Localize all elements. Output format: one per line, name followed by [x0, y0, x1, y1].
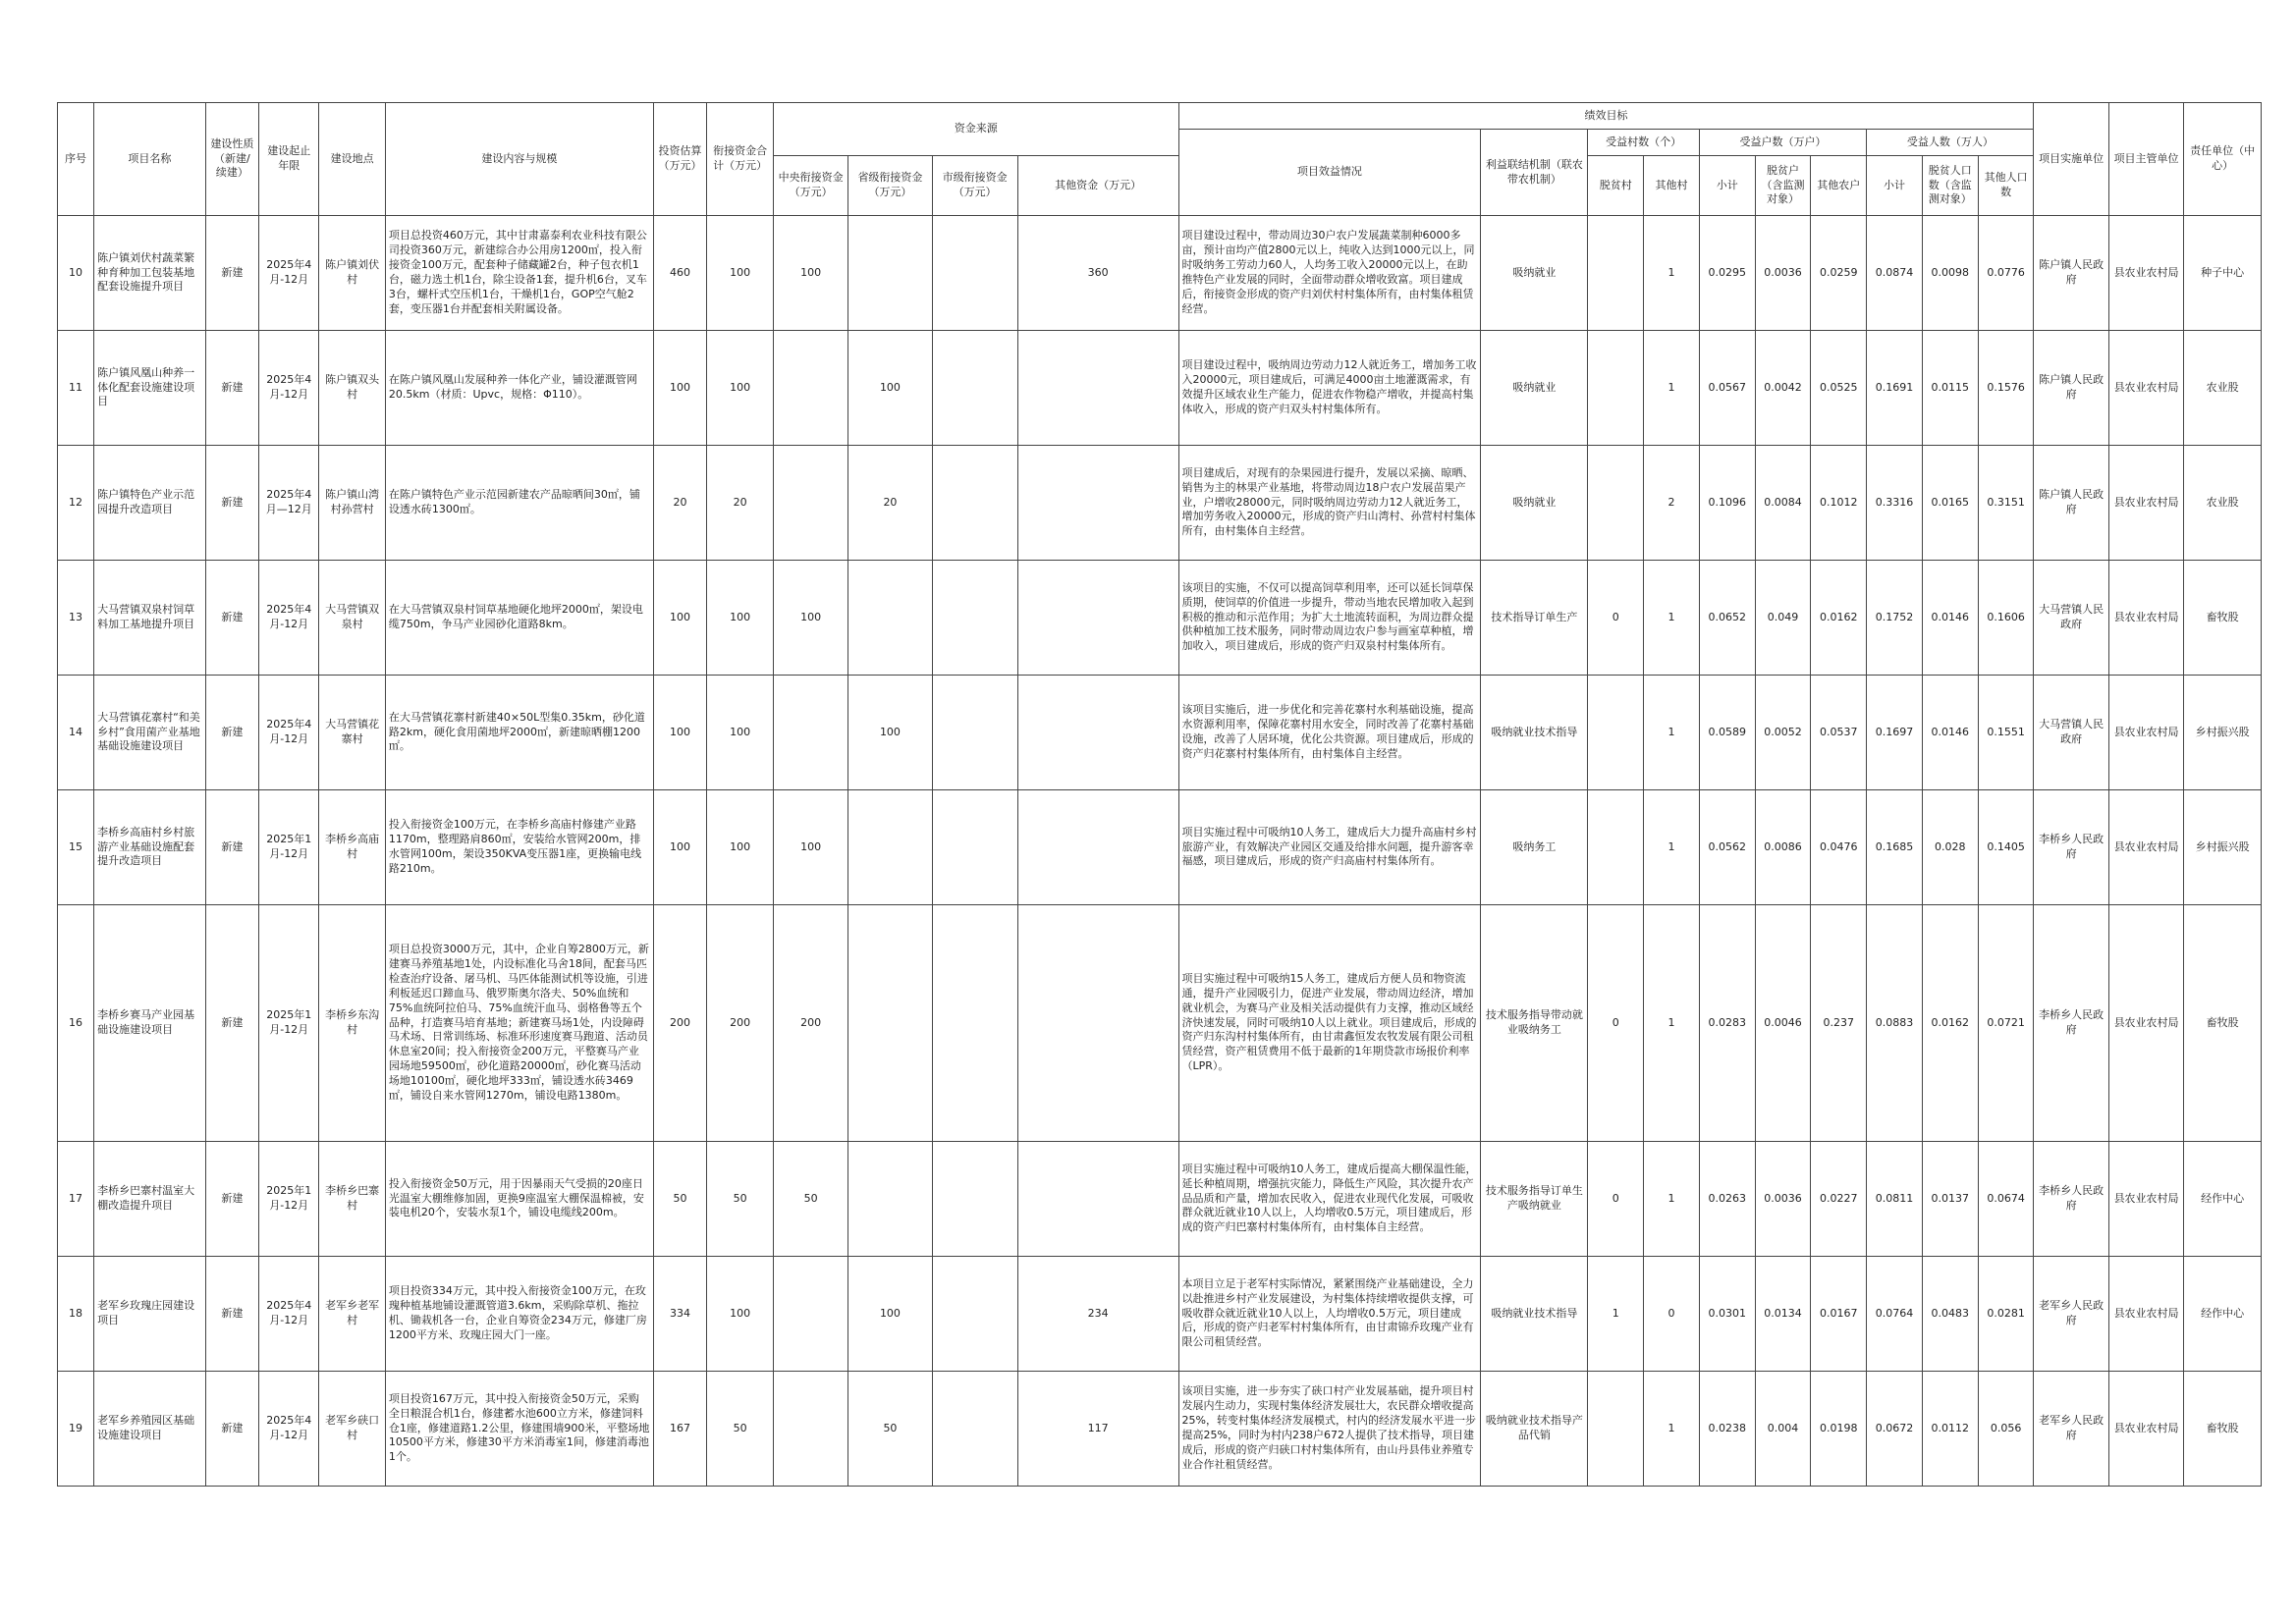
table-cell: 技术服务指导带动就业吸纳务工	[1481, 905, 1588, 1142]
table-cell: 老军乡玫瑰庄园建设项目	[94, 1257, 206, 1372]
table-cell: 新建	[205, 1257, 259, 1372]
table-cell: 360	[1017, 216, 1178, 331]
table-cell: 大马营镇花寨村“和美乡村”食用菌产业基地基础设施建设项目	[94, 676, 206, 790]
table-cell: 0.056	[1978, 1372, 2034, 1487]
header-subtotal-h: 小计	[1699, 156, 1755, 216]
table-cell: 0.0281	[1978, 1257, 2034, 1372]
table-cell: 0.1691	[1867, 331, 1923, 446]
header-site: 建设地点	[319, 103, 386, 216]
table-cell	[932, 1142, 1017, 1257]
table-cell	[1017, 446, 1178, 561]
table-cell: 老军乡人民政府	[2034, 1257, 2108, 1372]
table-cell: 0.0086	[1755, 790, 1811, 905]
table-cell: 2025年4月-12月	[259, 331, 319, 446]
table-cell: 200	[653, 905, 707, 1142]
table-cell	[932, 905, 1017, 1142]
table-row	[58, 790, 2262, 905]
table-cell: 0.0165	[1922, 446, 1978, 561]
table-cell	[773, 676, 847, 790]
table-cell: 0.0811	[1867, 1142, 1923, 1257]
table-cell: 100	[707, 561, 774, 676]
table-row	[58, 1372, 2262, 1487]
table-cell: 0.1405	[1978, 790, 2034, 905]
table-cell: 该项目的实施，不仅可以提高饲草利用率，还可以延长饲草保质期，使饲草的价值进一步提升，带动当地农民增加收入起到积极的推动和示范作用；为扩大土地流转面积，为周边群众提供种植加工技术服务，同时带动周边农户参与画室草种植，增加收入，项目建成后，形成的资产归双泉村村集体所有。	[1178, 561, 1481, 676]
table-cell: 2025年4月—12月	[259, 446, 319, 561]
table-cell: 0.0115	[1922, 331, 1978, 446]
table-cell	[848, 905, 932, 1142]
table-cell: 2	[1644, 446, 1700, 561]
table-cell: 老军乡老军村	[319, 1257, 386, 1372]
table-cell: 李桥乡高庙村	[319, 790, 386, 905]
table-cell: 100	[707, 216, 774, 331]
table-cell: 50	[653, 1142, 707, 1257]
table-cell: 技术指导订单生产	[1481, 561, 1588, 676]
table-cell: 畜牧股	[2184, 1372, 2262, 1487]
table-row	[58, 331, 2262, 446]
table-cell: 100	[707, 676, 774, 790]
table-cell: 新建	[205, 1142, 259, 1257]
table-cell: 陈户镇特色产业示范园提升改造项目	[94, 446, 206, 561]
table-cell: 0.049	[1755, 561, 1811, 676]
table-cell: 200	[773, 905, 847, 1142]
table-cell: 0.1606	[1978, 561, 2034, 676]
table-cell	[932, 1372, 1017, 1487]
header-nature: 建设性质（新建/续建）	[205, 103, 259, 216]
table-cell: 0.0589	[1699, 676, 1755, 790]
table-cell: 陈户镇人民政府	[2034, 216, 2108, 331]
table-cell: 2025年4月-12月	[259, 676, 319, 790]
table-cell: 200	[707, 905, 774, 1142]
table-cell	[932, 790, 1017, 905]
table-row	[58, 446, 2262, 561]
table-cell: 20	[707, 446, 774, 561]
table-cell	[1017, 676, 1178, 790]
table-cell	[1017, 905, 1178, 1142]
table-cell: 0.1012	[1811, 446, 1867, 561]
table-cell: 陈户镇山湾村孙营村	[319, 446, 386, 561]
table-cell: 0.0046	[1755, 905, 1811, 1142]
table-cell	[848, 561, 932, 676]
table-cell: 0.1752	[1867, 561, 1923, 676]
table-cell: 项目建设过程中，带动周边30户农户发展蔬菜制种6000多亩，预计亩均产值2800元以上，纯收入达到1000元以上，同时吸纳务工劳动力60人，人均务工收入20000元以上，在助推特色产业发展的同时，全面带动群众增收致富。项目建成后，衔接资金形成的资产归刘伏村村集体所有，由村集体租赁经营。	[1178, 216, 1481, 331]
table-cell: 吸纳就业	[1481, 446, 1588, 561]
table-cell: 0.0295	[1699, 216, 1755, 331]
header-other-p: 其他人口数	[1978, 156, 2034, 216]
table-cell: 0.0764	[1867, 1257, 1923, 1372]
table-cell	[848, 216, 932, 331]
table-cell: 李桥乡巴寨村温室大棚改造提升项目	[94, 1142, 206, 1257]
table-cell: 100	[773, 790, 847, 905]
table-cell: 0.0052	[1755, 676, 1811, 790]
header-poor-v: 脱贫村	[1588, 156, 1644, 216]
project-table-wrapper	[57, 102, 2262, 1487]
table-cell: 乡村振兴股	[2184, 676, 2262, 790]
table-cell: 0.0238	[1699, 1372, 1755, 1487]
table-cell: 2025年4月-12月	[259, 216, 319, 331]
table-cell: 李桥乡人民政府	[2034, 790, 2108, 905]
table-cell: 100	[653, 676, 707, 790]
table-cell: 20	[848, 446, 932, 561]
table-cell: 新建	[205, 561, 259, 676]
table-cell: 100	[707, 790, 774, 905]
table-cell	[932, 561, 1017, 676]
table-cell: 0.0259	[1811, 216, 1867, 331]
table-cell: 大马营镇双泉村饲草料加工基地提升项目	[94, 561, 206, 676]
header-villages: 受益村数（个）	[1588, 130, 1700, 156]
table-cell: 100	[653, 561, 707, 676]
table-cell: 项目实施过程中可吸纳10人务工，建成后大力提升高庙村乡村旅游产业，有效解决产业园区交通及给排水问题，提升游客幸福感，项目建成后，形成的资产归高庙村村集体所有。	[1178, 790, 1481, 905]
table-cell: 技术服务指导订单生产吸纳就业	[1481, 1142, 1588, 1257]
table-cell	[773, 331, 847, 446]
table-cell: 新建	[205, 446, 259, 561]
header-people: 受益人数（万人）	[1867, 130, 2034, 156]
table-cell: 100	[653, 790, 707, 905]
table-cell: 0.1551	[1978, 676, 2034, 790]
table-cell: 19	[58, 1372, 94, 1487]
header-city: 市级衔接资金（万元）	[932, 156, 1017, 216]
table-cell: 陈户镇人民政府	[2034, 446, 2108, 561]
table-cell: 0.0674	[1978, 1142, 2034, 1257]
header-poor-h: 脱贫户（含监测对象）	[1755, 156, 1811, 216]
table-cell: 100	[773, 561, 847, 676]
table-cell: 经作中心	[2184, 1142, 2262, 1257]
table-cell: 0.0167	[1811, 1257, 1867, 1372]
table-cell: 0.3316	[1867, 446, 1923, 561]
header-invest: 投资估算（万元）	[653, 103, 707, 216]
table-cell: 0.004	[1755, 1372, 1811, 1487]
table-cell	[932, 331, 1017, 446]
table-cell: 1	[1644, 561, 1700, 676]
header-subtotal-p: 小计	[1867, 156, 1923, 216]
header-period: 建设起止年限	[259, 103, 319, 216]
table-cell: 0.0721	[1978, 905, 2034, 1142]
table-cell	[773, 1372, 847, 1487]
table-cell: 0	[1588, 561, 1644, 676]
table-cell: 老军乡养殖园区基础设施建设项目	[94, 1372, 206, 1487]
table-cell: 大马营镇双泉村	[319, 561, 386, 676]
table-cell: 0.1685	[1867, 790, 1923, 905]
table-cell: 在陈户镇风凰山发展种养一体化产业，铺设灌溉管网20.5km（材质：Upvc，规格：Φ110）。	[385, 331, 653, 446]
table-cell	[773, 446, 847, 561]
table-cell: 李桥乡人民政府	[2034, 905, 2108, 1142]
table-cell: 12	[58, 446, 94, 561]
table-cell: 1	[1644, 676, 1700, 790]
table-cell: 在陈户镇特色产业示范园新建农产品晾晒间30㎡，铺设透水砖1300㎡。	[385, 446, 653, 561]
table-cell	[932, 676, 1017, 790]
table-cell: 20	[653, 446, 707, 561]
table-cell: 大马营镇人民政府	[2034, 561, 2108, 676]
table-cell	[1588, 676, 1644, 790]
table-cell: 畜牧股	[2184, 905, 2262, 1142]
table-cell: 在大马营镇花寨村新建40×50L型集0.35km，砂化道路2km，硬化食用菌地坪2000㎡，新建晾晒棚1200㎡。	[385, 676, 653, 790]
table-cell: 50	[848, 1372, 932, 1487]
header-other-v: 其他村	[1644, 156, 1700, 216]
table-cell: 2025年4月-12月	[259, 561, 319, 676]
table-cell: 李桥乡人民政府	[2034, 1142, 2108, 1257]
table-cell: 16	[58, 905, 94, 1142]
table-cell: 1	[1588, 1257, 1644, 1372]
table-cell: 陈户镇风凰山种养一体化配套设施建设项目	[94, 331, 206, 446]
table-cell: 0	[1588, 905, 1644, 1142]
table-cell: 0.0776	[1978, 216, 2034, 331]
table-cell	[848, 1142, 932, 1257]
table-cell: 项目建设过程中，吸纳周边劳动力12人就近务工，增加务工收入20000元，项目建成后，可满足4000亩土地灌溉需求，有效提升区域农业生产能力，促进农作物稳产增收，并提高村集体收入，形成的资产归双头村村集体所有。	[1178, 331, 1481, 446]
table-cell: 0.0672	[1867, 1372, 1923, 1487]
table-cell: 项目实施过程中可吸纳15人务工，建成后方便人员和物资流通，提升产业园吸引力，促进产业发展，带动周边经济，增加就业机会，为赛马产业及相关活动提供有力支撑，推动区域经济快速发展，同时可吸纳10人以上就业。项目建成后，形成的资产归东沟村村集体所有，由甘肃鑫恒发农牧发展有限公司租赁经营，资产租赁费用不低于最新的1年期贷款市场报价利率（LPR）。	[1178, 905, 1481, 1142]
table-cell: 项目投资334万元，其中投入衔接资金100万元，在玫瑰种植基地铺设灌溉管道3.6km，采购除草机、拖拉机、锄栽机各一台，企业自筹资金234万元，修建厂房1200平方米、玫瑰庄园大门一座。	[385, 1257, 653, 1372]
table-cell: 100	[707, 331, 774, 446]
table-cell: 该项目实施，进一步夯实了硖口村产业发展基础，提升项目村发展内生动力，实现村集体经济发展壮大，农民群众增收提高25%，转变村集体经济发展模式，村内的经济发展水平进一步提高25%，同时为村内238户672人提供了技术指导，项目建成后，形成的资产归硖口村村集体所有，由山丹县伟业养殖专业合作社租赁经营。	[1178, 1372, 1481, 1487]
table-cell: 县农业农村局	[2108, 1142, 2183, 1257]
table-cell: 1	[1644, 1142, 1700, 1257]
header-name: 项目名称	[94, 103, 206, 216]
table-cell: 在大马营镇双泉村饲草基地硬化地坪2000㎡，架设电缆750m，争马产业园砂化道路8km。	[385, 561, 653, 676]
table-row	[58, 905, 2262, 1142]
table-cell: 农业股	[2184, 446, 2262, 561]
table-cell: 项目总投资460万元，其中甘肃嘉泰利农业科技有限公司投资360万元，新建综合办公用房1200㎡，投入衔接资金100万元，配套种子储藏罐2台，种子包衣机1台，磁力选土机1台，除尘设备1套，提升机6台，叉车3台，螺杆式空压机1台，干燥机1台，GOP空气舱2套，变压器1台并配套相关附属设备。	[385, 216, 653, 331]
table-cell: 项目投资167万元，其中投入衔接资金50万元，采购全日粮混合机1台，修建蓄水池600立方米，修建饲料仓1座，修建道路1.2公里，修建围墙900米，平整场地10500平方米，修建30平方米消毒室1间，修建消毒池1个。	[385, 1372, 653, 1487]
header-fund-source: 资金来源	[773, 103, 1178, 156]
table-cell: 0.0042	[1755, 331, 1811, 446]
table-cell: 0.0134	[1755, 1257, 1811, 1372]
header-resp: 责任单位（中心）	[2184, 103, 2262, 216]
table-cell: 吸纳就业	[1481, 216, 1588, 331]
table-cell	[1588, 331, 1644, 446]
table-cell: 县农业农村局	[2108, 1257, 2183, 1372]
table-cell: 陈户镇人民政府	[2034, 331, 2108, 446]
table-cell: 陈户镇刘伏村蔬菜繁种育种加工包装基地配套设施提升项目	[94, 216, 206, 331]
table-cell: 投入衔接资金100万元，在李桥乡高庙村修建产业路1170m，整理路肩860㎡，安装给水管网200m，排水管网100m，架设350KVA变压器1座，更换输电线路210m。	[385, 790, 653, 905]
table-cell: 50	[707, 1142, 774, 1257]
table-cell: 0.1096	[1699, 446, 1755, 561]
header-central: 中央衔接资金（万元）	[773, 156, 847, 216]
header-households: 受益户数（万户）	[1699, 130, 1866, 156]
table-cell: 0.237	[1811, 905, 1867, 1142]
header-link-total: 衔接资金合计（万元）	[707, 103, 774, 216]
table-cell	[1588, 1372, 1644, 1487]
table-cell: 1	[1644, 905, 1700, 1142]
table-cell: 2025年1月-12月	[259, 790, 319, 905]
table-cell: 项目实施过程中可吸纳10人务工，建成后提高大棚保温性能，延长种植周期，增强抗灾能力，降低生产风险，其次提升农产品品质和产量，增加农民收入，促进农业现代化发展，可吸收群众就近就业10人以上，人均增收0.5万元，项目建成后，形成的资产归巴寨村村集体所有，由村集体自主经营。	[1178, 1142, 1481, 1257]
table-cell: 0.0476	[1811, 790, 1867, 905]
table-cell: 0	[1588, 1142, 1644, 1257]
table-cell: 13	[58, 561, 94, 676]
table-cell: 15	[58, 790, 94, 905]
table-cell: 100	[653, 331, 707, 446]
table-cell: 0.0483	[1922, 1257, 1978, 1372]
table-cell: 0.0874	[1867, 216, 1923, 331]
table-cell: 0.0562	[1699, 790, 1755, 905]
table-cell: 100	[773, 216, 847, 331]
table-cell: 50	[773, 1142, 847, 1257]
table-cell: 334	[653, 1257, 707, 1372]
table-cell: 县农业农村局	[2108, 561, 2183, 676]
table-cell: 0.0525	[1811, 331, 1867, 446]
table-cell: 2025年1月-12月	[259, 1142, 319, 1257]
table-cell	[773, 1257, 847, 1372]
table-row	[58, 1257, 2262, 1372]
table-cell: 2025年4月-12月	[259, 1372, 319, 1487]
table-cell: 100	[848, 331, 932, 446]
project-table	[57, 102, 2262, 1487]
table-cell	[1017, 790, 1178, 905]
table-cell	[1588, 790, 1644, 905]
table-cell: 李桥乡赛马产业园基础设施建设项目	[94, 905, 206, 1142]
table-cell	[932, 216, 1017, 331]
table-cell: 0.0652	[1699, 561, 1755, 676]
header-poor-p: 脱贫人口数（含监测对象）	[1922, 156, 1978, 216]
table-cell: 县农业农村局	[2108, 446, 2183, 561]
table-cell: 0.1576	[1978, 331, 2034, 446]
table-cell: 14	[58, 676, 94, 790]
table-cell: 0.0036	[1755, 216, 1811, 331]
table-cell: 0.0537	[1811, 676, 1867, 790]
table-cell: 1	[1644, 331, 1700, 446]
table-cell: 大马营镇人民政府	[2034, 676, 2108, 790]
table-row	[58, 676, 2262, 790]
table-cell: 0.0162	[1811, 561, 1867, 676]
table-cell	[932, 1257, 1017, 1372]
table-cell: 100	[707, 1257, 774, 1372]
table-cell: 1	[1644, 790, 1700, 905]
header-mechanism: 利益联结机制（联农带农机制）	[1481, 130, 1588, 216]
table-cell: 投入衔接资金50万元，用于因暴雨天气受损的20座日光温室大棚维修加固，更换9座温室大棚保温棉被，安装电机20个，安装水泵1个，铺设电缆线200m。	[385, 1142, 653, 1257]
table-cell: 100	[848, 676, 932, 790]
table-cell: 50	[707, 1372, 774, 1487]
table-cell: 0.1697	[1867, 676, 1923, 790]
table-cell	[848, 790, 932, 905]
table-row	[58, 561, 2262, 676]
table-cell: 0.0098	[1922, 216, 1978, 331]
table-cell: 11	[58, 331, 94, 446]
table-cell: 老军乡人民政府	[2034, 1372, 2108, 1487]
table-cell: 新建	[205, 216, 259, 331]
table-cell	[1588, 216, 1644, 331]
table-cell: 吸纳就业技术指导	[1481, 1257, 1588, 1372]
table-cell: 0.028	[1922, 790, 1978, 905]
header-other-h: 其他农户	[1811, 156, 1867, 216]
table-cell: 吸纳就业技术指导	[1481, 676, 1588, 790]
table-cell: 经作中心	[2184, 1257, 2262, 1372]
table-cell: 0	[1644, 1257, 1700, 1372]
table-body	[58, 216, 2262, 1487]
table-cell: 1	[1644, 216, 1700, 331]
table-cell: 0.0198	[1811, 1372, 1867, 1487]
table-cell: 0.0162	[1922, 905, 1978, 1142]
table-cell: 李桥乡东沟村	[319, 905, 386, 1142]
header-other: 其他资金（万元）	[1017, 156, 1178, 216]
table-cell: 460	[653, 216, 707, 331]
table-cell: 100	[848, 1257, 932, 1372]
table-cell: 畜牧股	[2184, 561, 2262, 676]
table-cell: 0.0084	[1755, 446, 1811, 561]
table-cell: 吸纳就业技术指导产品代销	[1481, 1372, 1588, 1487]
table-cell: 2025年4月-12月	[259, 1257, 319, 1372]
table-cell: 该项目实施后，进一步优化和完善花寨村水利基础设施，提高水资源利用率，保障花寨村用水安全，同时改善了花寨村基础设施，改善了人居环境，优化公共资源。项目建成后，形成的资产归花寨村村集体所有，由村集体自主经营。	[1178, 676, 1481, 790]
table-cell: 0.0567	[1699, 331, 1755, 446]
table-cell: 本项目立足于老军村实际情况，紧紧围绕产业基础建设，全力以赴推进乡村产业发展建设，为村集体持续增收提供支撑，可吸收群众就近就业10人以上，人均增收0.5万元，项目建成后，形成的资产归老军村村集体所有，由甘肃锦乔玫瑰产业有限公司租赁经营。	[1178, 1257, 1481, 1372]
header-seq: 序号	[58, 103, 94, 216]
header-goal: 绩效目标	[1178, 103, 2034, 130]
table-cell: 县农业农村局	[2108, 905, 2183, 1142]
table-cell: 0.0227	[1811, 1142, 1867, 1257]
table-cell: 老军乡硖口村	[319, 1372, 386, 1487]
table-cell: 0.0263	[1699, 1142, 1755, 1257]
table-cell: 县农业农村局	[2108, 331, 2183, 446]
table-cell: 2025年1月-12月	[259, 905, 319, 1142]
table-cell: 0.0146	[1922, 561, 1978, 676]
header-benefit: 项目效益情况	[1178, 130, 1481, 216]
table-cell: 新建	[205, 676, 259, 790]
table-cell: 0.0036	[1755, 1142, 1811, 1257]
table-row	[58, 1142, 2262, 1257]
table-cell	[1017, 331, 1178, 446]
header-province: 省级衔接资金（万元）	[848, 156, 932, 216]
table-cell: 县农业农村局	[2108, 216, 2183, 331]
table-cell: 0.3151	[1978, 446, 2034, 561]
table-cell: 新建	[205, 1372, 259, 1487]
table-cell: 167	[653, 1372, 707, 1487]
table-cell: 陈户镇刘伏村	[319, 216, 386, 331]
table-cell: 乡村振兴股	[2184, 790, 2262, 905]
table-row	[58, 216, 2262, 331]
table-cell: 县农业农村局	[2108, 790, 2183, 905]
table-cell: 大马营镇花寨村	[319, 676, 386, 790]
table-cell: 新建	[205, 905, 259, 1142]
table-cell: 1	[1644, 1372, 1700, 1487]
table-cell: 新建	[205, 790, 259, 905]
table-cell: 种子中心	[2184, 216, 2262, 331]
table-cell: 县农业农村局	[2108, 1372, 2183, 1487]
table-cell: 陈户镇双头村	[319, 331, 386, 446]
table-cell: 17	[58, 1142, 94, 1257]
table-cell: 吸纳就业	[1481, 331, 1588, 446]
table-cell: 0.0301	[1699, 1257, 1755, 1372]
header-impl: 项目实施单位	[2034, 103, 2108, 216]
table-cell: 10	[58, 216, 94, 331]
table-cell: 234	[1017, 1257, 1178, 1372]
table-cell: 李桥乡高庙村乡村旅游产业基础设施配套提升改造项目	[94, 790, 206, 905]
table-cell: 0.0112	[1922, 1372, 1978, 1487]
table-cell: 0.0146	[1922, 676, 1978, 790]
table-cell: 0.0283	[1699, 905, 1755, 1142]
table-cell: 0.0883	[1867, 905, 1923, 1142]
table-cell: 农业股	[2184, 331, 2262, 446]
header-mgr: 项目主管单位	[2108, 103, 2183, 216]
table-cell: 县农业农村局	[2108, 676, 2183, 790]
table-cell: 吸纳务工	[1481, 790, 1588, 905]
table-cell	[932, 446, 1017, 561]
table-cell: 0.0137	[1922, 1142, 1978, 1257]
table-cell: 李桥乡巴寨村	[319, 1142, 386, 1257]
table-cell: 117	[1017, 1372, 1178, 1487]
table-cell: 项目建成后，对现有的杂果园进行提升，发展以采摘、晾晒、销售为主的林果产业基地，将带动周边18户农户发展苗果产业，户增收28000元，同时吸纳周边劳动力12人就近务工，增加劳务收入20000元，形成的资产归山湾村、孙营村村集体所有，由村集体自主经营。	[1178, 446, 1481, 561]
table-cell	[1017, 1142, 1178, 1257]
table-cell: 新建	[205, 331, 259, 446]
table-cell: 18	[58, 1257, 94, 1372]
header-content: 建设内容与规模	[385, 103, 653, 216]
table-cell	[1588, 446, 1644, 561]
table-cell: 项目总投资3000万元，其中，企业自筹2800万元，新建赛马养殖基地1处，内设标准化马舍18间，配套马匹检查治疗设备、屠马机、马匹体能测试机等设施，引进利板延迟口蹄血马、俄罗斯奥尔洛夫、50%血统和75%血统阿拉伯马、75%血统汗血马、弱格鲁等五个品种，打造赛马培育基地；新建赛马场1处，内设障碍马术场、日常训练场、标准环形速度赛马跑道、活动员休息室20间；投入衔接资金200万元，平整赛马产业园场地59500㎡，砂化道路20000㎡，砂化赛马活动场地10100㎡，硬化地坪333㎡，铺设透水砖3469㎡，铺设自来水管网1270m，铺设电路1380m。	[385, 905, 653, 1142]
table-cell	[1017, 561, 1178, 676]
